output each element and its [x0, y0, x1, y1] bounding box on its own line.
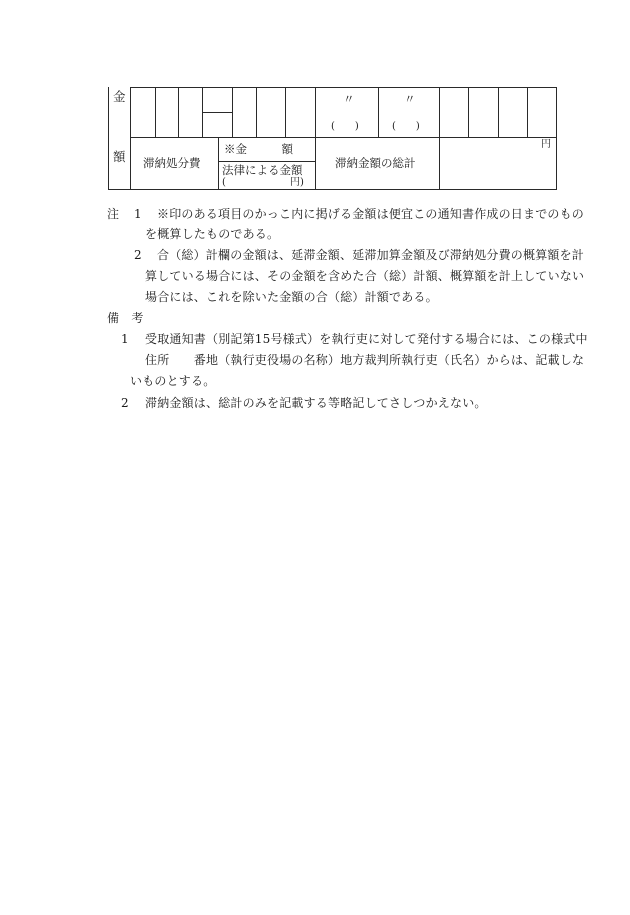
- table-top-line: [130, 87, 557, 88]
- note-text-line: 場合には、これを除いた金額の合（総）計額である。: [145, 290, 438, 304]
- ditto-mark-1: 〃: [343, 92, 355, 106]
- ditto-mark-2: 〃: [404, 92, 416, 106]
- total-unit: 円: [541, 139, 551, 150]
- penalty-label: 滞納処分費: [143, 156, 201, 170]
- table-col-line: [218, 137, 219, 189]
- table-col-line: [527, 87, 528, 137]
- note-number: 2: [134, 248, 142, 262]
- remark-text-line: いものとする。: [130, 374, 216, 388]
- amount-table: [0, 0, 630, 200]
- amount-label: ※金 額: [224, 142, 293, 156]
- remark-text-line: 受取通知書（別記第15号様式）を執行吏に対して発付する場合には、この様式中: [145, 332, 588, 346]
- table-col-line: [256, 87, 257, 137]
- table-col-line: [378, 87, 379, 137]
- table-cell-split: [202, 112, 232, 113]
- remark-number: 2: [121, 396, 129, 410]
- table-border-bottom: [108, 189, 557, 190]
- remarks-heading: 備 考: [107, 311, 144, 325]
- table-col-line: [498, 87, 499, 137]
- total-label: 滞納金額の総計: [335, 156, 416, 170]
- table-col-line: [178, 87, 179, 137]
- note-number: 1: [134, 207, 142, 221]
- table-col-line: [130, 87, 131, 189]
- table-legal-split: [218, 161, 315, 162]
- paren-cell-2: ( ): [392, 121, 420, 132]
- remark-text-line: 滞納金額は、総計のみを記載する等略記してさしつかえない。: [145, 396, 487, 410]
- note-text-line: 算している場合には、その金額を含めた合（総）計額、概算額を計上していない: [145, 269, 585, 283]
- label-gaku: 額: [113, 149, 126, 164]
- table-col-line: [556, 87, 557, 189]
- table-col-line: [202, 87, 203, 137]
- remark-number: 1: [121, 332, 129, 346]
- table-col-line: [468, 87, 469, 137]
- note-text-line: 合（総）計欄の金額は、延滞金額、延滞加算金額及び滞納処分費の概算額を計: [157, 248, 585, 262]
- label-kin: 金: [113, 89, 126, 104]
- remark-text-line: 住所 番地（執行吏役場の名称）地方裁判所執行吏（氏名）からは、記載しな: [145, 353, 585, 367]
- table-col-line: [315, 87, 316, 189]
- legal-amount-unit: 円): [290, 177, 304, 188]
- table-col-line: [439, 87, 440, 189]
- notes-heading: 注: [107, 207, 120, 221]
- table-col-line: [155, 87, 156, 137]
- legal-amount-label: 法律による金額: [222, 163, 303, 177]
- table-border-mid: [130, 137, 557, 138]
- legal-amount-paren-open: (: [222, 177, 226, 188]
- table-col-line: [232, 87, 233, 137]
- table-col-line: [285, 87, 286, 137]
- table-col-line: [108, 87, 109, 190]
- note-text-line: ※印のある項目のかっこ内に掲げる金額は便宜この通知書作成の日までのもの: [157, 207, 585, 221]
- paren-cell-1: ( ): [331, 121, 359, 132]
- note-text-line: を概算したものである。: [145, 227, 280, 241]
